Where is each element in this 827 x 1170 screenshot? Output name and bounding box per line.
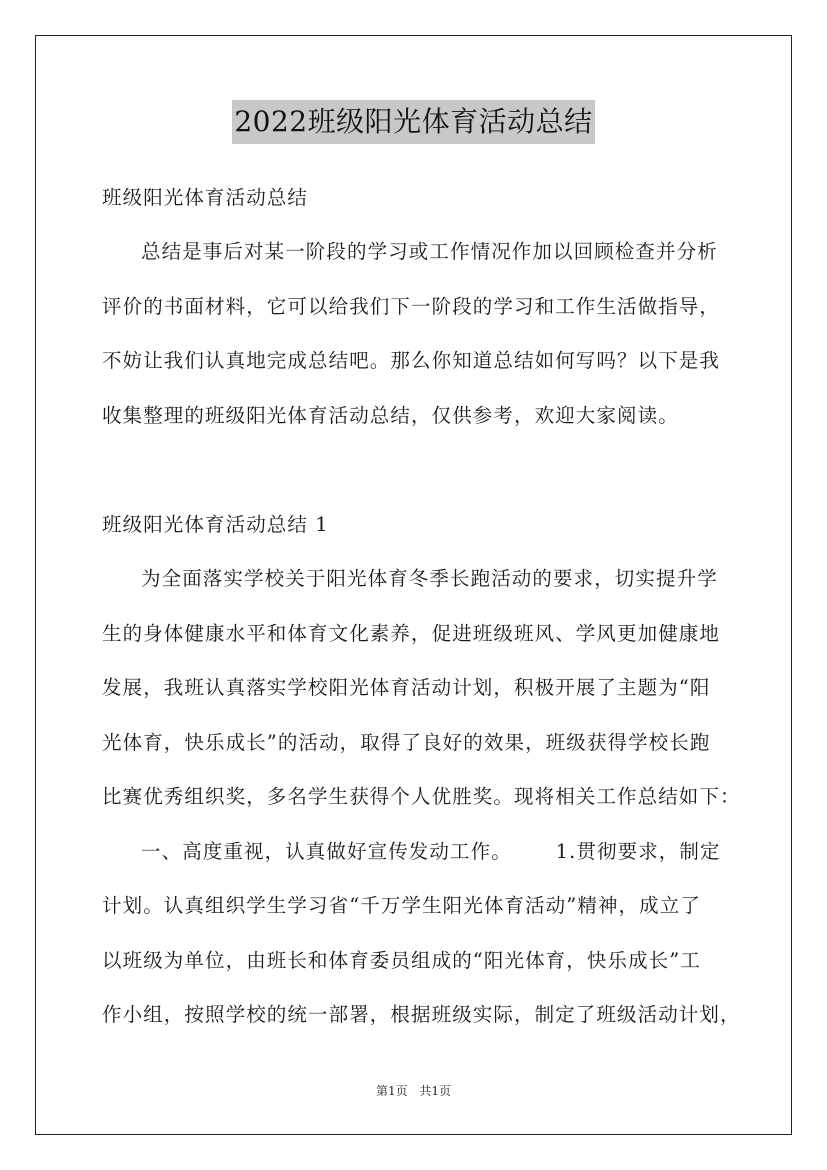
paragraph-line: 评价的书面材料，它可以给我们下一阶段的学习和工作生活做指导， bbox=[102, 295, 721, 318]
section-heading: 班级阳光体育活动总结 1 bbox=[102, 513, 329, 536]
document-title: 2022班级阳光体育活动总结 bbox=[232, 100, 594, 144]
paragraph-line: 为全面落实学校关于阳光体育冬季长跑活动的要求，切实提升学 bbox=[141, 567, 718, 590]
paragraph-line: 收集整理的班级阳光体育活动总结，仅供参考，欢迎大家阅读。 bbox=[102, 404, 679, 427]
paragraph-line: 总结是事后对某一阶段的学习或工作情况作加以回顾检查并分析 bbox=[141, 240, 718, 263]
paragraph-line: 不妨让我们认真地完成总结吧。那么你知道总结如何写吗？以下是我 bbox=[102, 349, 721, 372]
paragraph-line: 以班级为单位，由班长和体育委员组成的“阳光体育，快乐成长”工 bbox=[102, 949, 701, 972]
paragraph-line: 发展，我班认真落实学校阳光体育活动计划，积极开展了主题为“阳 bbox=[102, 676, 711, 699]
page-number-total: 共1页 bbox=[419, 1084, 452, 1098]
section-heading: 班级阳光体育活动总结 bbox=[102, 186, 309, 209]
paragraph-line: 生的身体健康水平和体育文化素养，促进班级班风、学风更加健康地 bbox=[102, 622, 721, 645]
paragraph-line: 作小组，按照学校的统一部署，根据班级实际，制定了班级活动计划， bbox=[102, 1003, 741, 1026]
paragraph-line: 计划。认真组织学生学习省“千万学生阳光体育活动”精神，成立了 bbox=[102, 894, 701, 917]
title-container bbox=[0, 100, 827, 144]
paragraph-line: 一、高度重视，认真做好宣传发动工作。 1.贯彻要求，制定 bbox=[141, 840, 721, 863]
paragraph-line: 比赛优秀组织奖，多名学生获得个人优胜奖。现将相关工作总结如下： bbox=[102, 785, 741, 808]
page-number-current: 第1页 bbox=[375, 1084, 408, 1098]
paragraph-line: 光体育，快乐成长”的活动，取得了良好的效果，班级获得学校长跑 bbox=[102, 731, 711, 754]
page-footer bbox=[0, 1082, 827, 1099]
